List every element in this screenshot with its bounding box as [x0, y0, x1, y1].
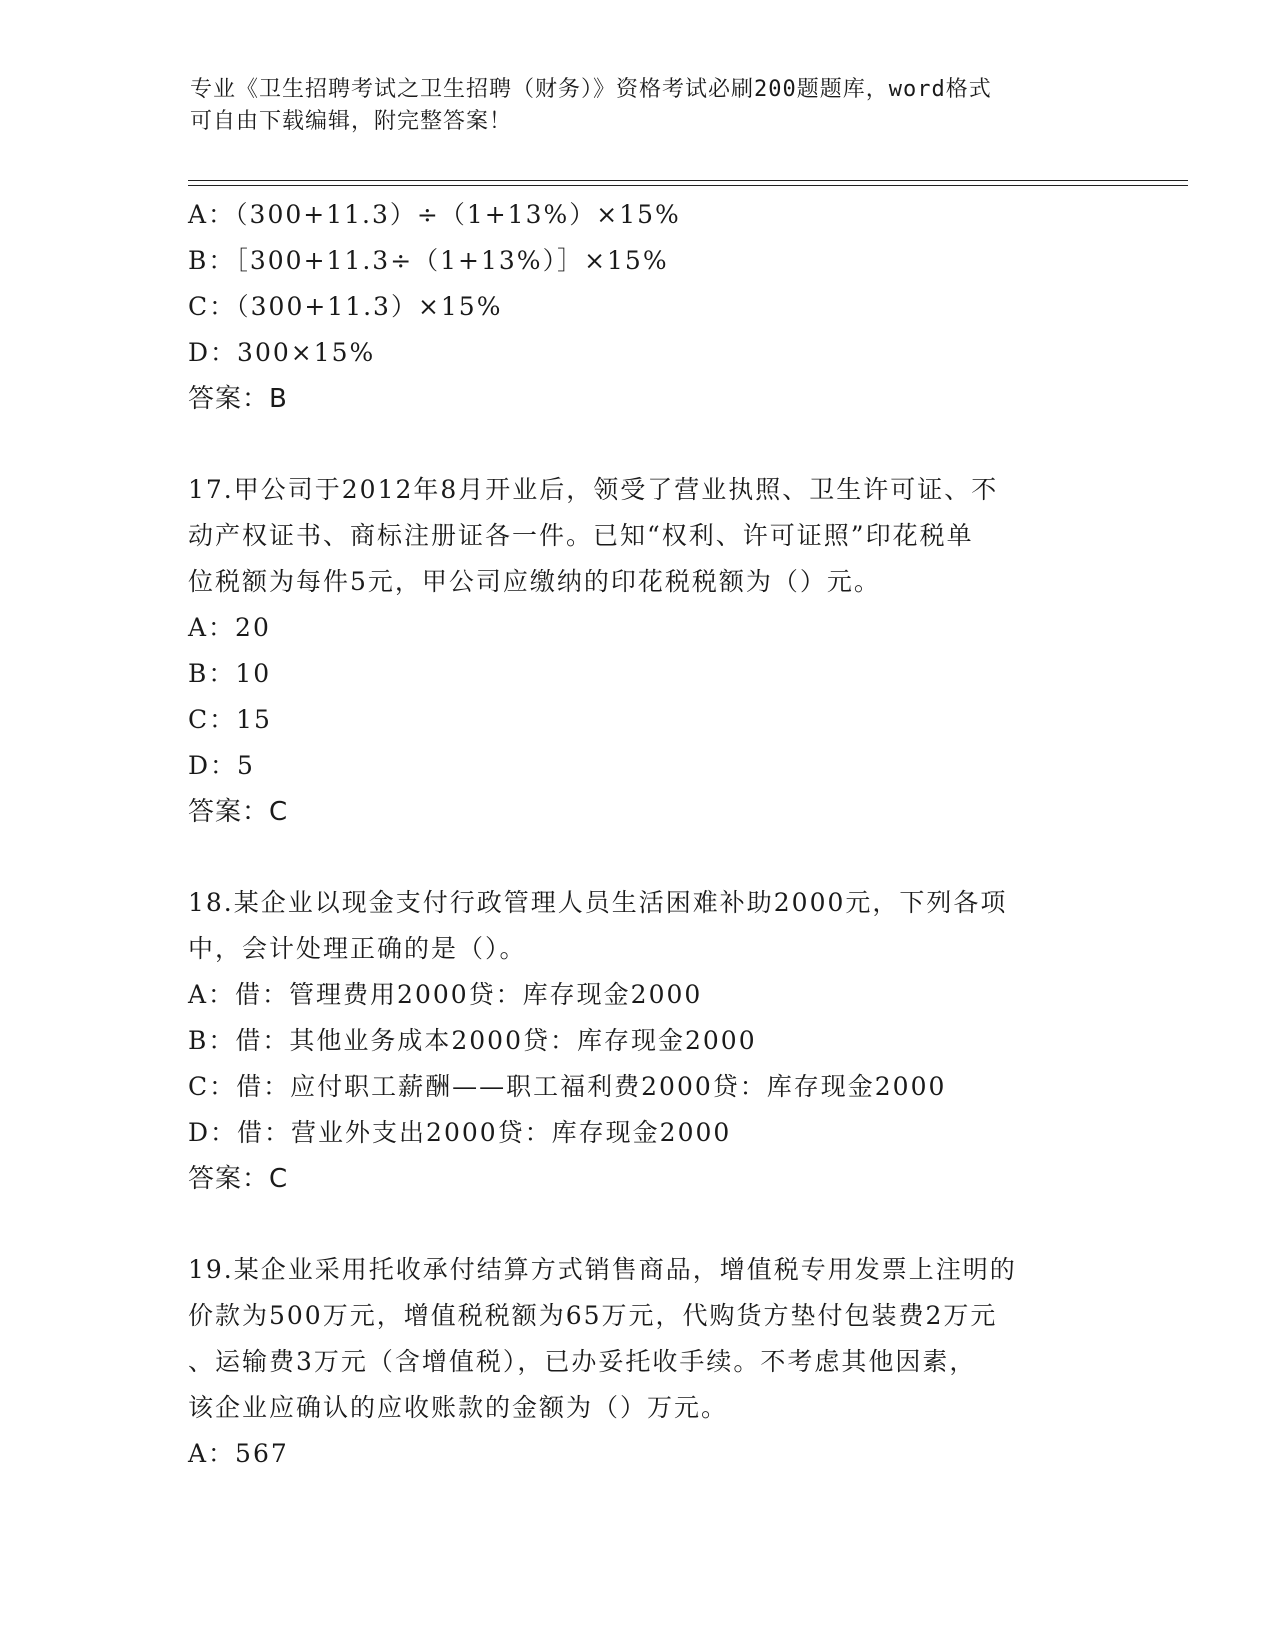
document-header	[190, 74, 1090, 138]
question-text-line: 位税额为每件5元，甲公司应缴纳的印花税税额为（）元。	[188, 567, 881, 596]
option-a: A：20	[188, 613, 271, 642]
header-divider-bottom	[188, 185, 1188, 186]
option-c: C：（300+11.3）×15%	[188, 292, 503, 321]
answer: 答案：C	[188, 1164, 289, 1194]
option-a: A：567	[188, 1439, 289, 1468]
question-text-line: 、运输费3万元（含增值税），已办妥托收手续。不考虑其他因素，	[188, 1347, 977, 1376]
answer: 答案：C	[188, 797, 289, 827]
question-text-line: 动产权证书、商标注册证各一件。已知“权利、许可证照”印花税单	[188, 521, 974, 550]
header-line-2: 可自由下载编辑，附完整答案！	[190, 109, 513, 134]
header-divider-top	[188, 180, 1188, 181]
question-text-line: 该企业应确认的应收账款的金额为（）万元。	[188, 1393, 729, 1422]
option-d: D：5	[188, 751, 255, 780]
option-b: B：10	[188, 659, 272, 688]
document-body	[188, 192, 1088, 1477]
option-a: A：（300+11.3）÷（1+13%）×15%	[188, 200, 681, 229]
header-line-1: 专业《卫生招聘考试之卫生招聘（财务）》资格考试必刷200题题库，word格式	[190, 77, 992, 102]
question-17-block	[188, 467, 1088, 835]
option-b: B：借：其他业务成本2000贷：库存现金2000	[188, 1026, 757, 1055]
question-text-line: 17.甲公司于2012年8月开业后，领受了营业执照、卫生许可证、不	[188, 475, 999, 504]
question-text-line: 中，会计处理正确的是（）。	[188, 934, 527, 963]
question-19-block	[188, 1247, 1088, 1477]
option-d: D：借：营业外支出2000贷：库存现金2000	[188, 1118, 732, 1147]
question-text-line: 19.某企业采用托收承付结算方式销售商品，增值税专用发票上注明的	[188, 1255, 1017, 1284]
question-18-block	[188, 880, 1088, 1202]
question-text-line: 18.某企业以现金支付行政管理人员生活困难补助2000元，下列各项	[188, 888, 1008, 917]
question-16-block	[188, 192, 1088, 422]
option-d: D：300×15%	[188, 338, 376, 367]
option-b: B：［300+11.3÷（1+13%）］×15%	[188, 246, 669, 275]
option-c: C：借：应付职工薪酬——职工福利费2000贷：库存现金2000	[188, 1072, 947, 1101]
option-a: A：借：管理费用2000贷：库存现金2000	[188, 980, 703, 1009]
option-c: C：15	[188, 705, 272, 734]
answer: 答案：B	[188, 384, 288, 414]
question-text-line: 价款为500万元，增值税税额为65万元，代购货方垫付包装费2万元	[188, 1301, 998, 1330]
